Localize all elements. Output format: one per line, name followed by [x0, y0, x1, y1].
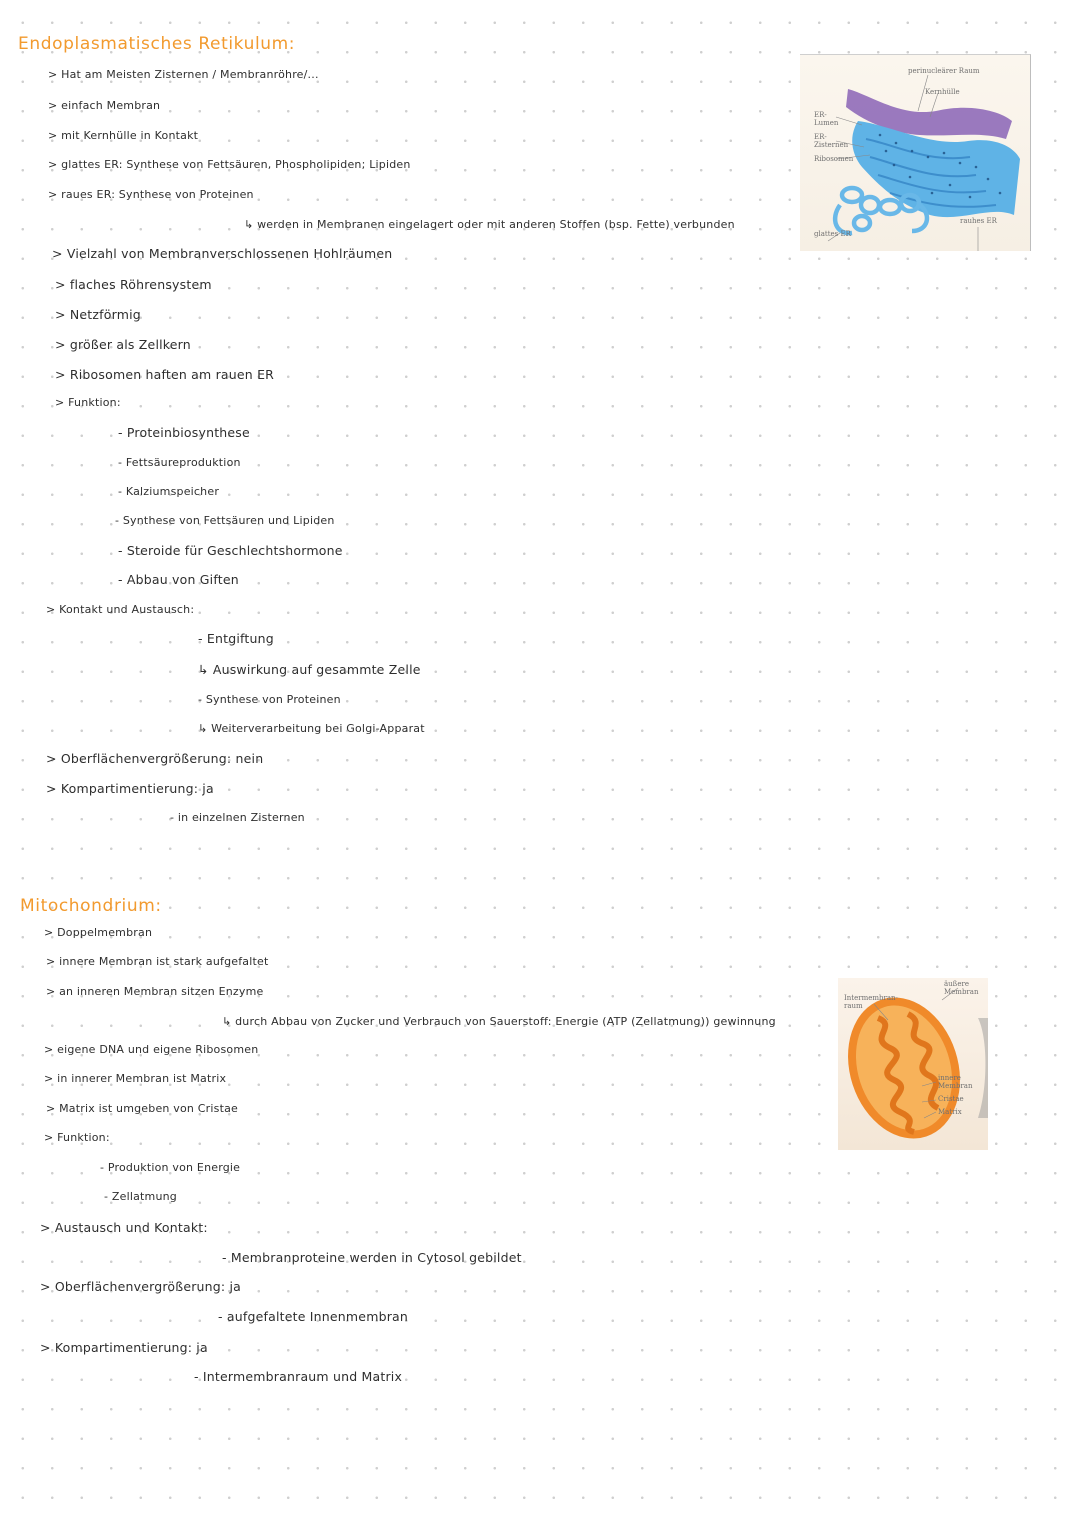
mito-line: > Funktion:	[44, 1131, 110, 1144]
label-intermembranraum-line1: Intermembran-	[844, 994, 898, 1002]
label-glattes-er: glattes ER	[814, 230, 851, 238]
mito-line: > Doppelmembran	[44, 926, 153, 939]
er-line: ↳ Weiterverarbeitung bei Golgi-Apparat	[198, 722, 425, 735]
er-line: - Steroide für Geschlechtshormone	[118, 543, 343, 558]
mito-line: - Produktion von Energie	[100, 1161, 241, 1174]
label-er-zisternen	[814, 133, 848, 149]
er-line: > einfach Membran	[48, 99, 161, 112]
er-line: - Entgiftung	[198, 631, 274, 646]
label-er-lumen-line2: Lumen	[814, 119, 839, 127]
er-line: > mit Kernhülle in Kontakt	[48, 129, 199, 142]
label-innere-membran	[938, 1074, 972, 1090]
mito-line: > Austausch und Kontakt:	[40, 1220, 208, 1235]
er-line: - Fettsäureproduktion	[118, 456, 241, 469]
er-line: > flaches Röhrensystem	[55, 277, 212, 292]
label-ribosomen: Ribosomen	[814, 155, 854, 163]
label-perinuclear: perinucleärer Raum	[908, 67, 980, 75]
er-line: > raues ER: Synthese von Proteinen	[48, 188, 254, 201]
er-line: > glattes ER: Synthese von Fettsäuren, Phospholipiden; Lipiden	[48, 158, 411, 171]
mitochondrium-diagram	[838, 978, 988, 1150]
er-diagram	[800, 54, 1031, 251]
er-line: ↳ werden in Membranen eingelagert oder mit anderen Stoffen (bsp. Fette) verbunden	[244, 218, 735, 231]
mito-line: > eigene DNA und eigene Ribosomen	[44, 1043, 259, 1056]
er-line: > Funktion:	[55, 396, 121, 409]
er-line: > Hat am Meisten Zisternen / Membranröhre/...	[48, 68, 319, 81]
er-line: > Kompartimentierung: ja	[46, 781, 214, 796]
er-line: > Vielzahl von Membranverschlossenen Hohlräumen	[52, 246, 393, 261]
er-line: - Synthese von Proteinen	[198, 693, 341, 706]
er-line: - Kalziumspeicher	[118, 485, 220, 498]
label-innere-line1: innere	[938, 1074, 961, 1082]
label-aeussere-line2: Membran	[944, 988, 979, 996]
label-er-lumen-line1: ER-	[814, 111, 827, 119]
label-rauhes-er: rauhes ER	[960, 217, 997, 225]
label-er-zisternen-line2: Zisternen	[814, 141, 849, 149]
er-line: > Kontakt und Austausch:	[46, 603, 195, 616]
mito-line: > an inneren Membran sitzen Enzyme	[46, 985, 264, 998]
label-kernhuelle: Kernhülle	[925, 88, 960, 96]
mito-line: > Kompartimentierung: ja	[40, 1340, 208, 1355]
er-line: - Synthese von Fettsäuren und Lipiden	[115, 514, 335, 527]
mito-line: > Matrix ist umgeben von Cristae	[46, 1102, 239, 1115]
mito-line: > in innerer Membran ist Matrix	[44, 1072, 227, 1085]
label-aeussere-line1: äußere	[944, 980, 969, 988]
mito-line: - aufgefaltete Innenmembran	[218, 1309, 409, 1324]
mito-line: > innere Membran ist stark aufgefaltet	[46, 955, 269, 968]
er-line: > Oberflächenvergrößerung: nein	[46, 751, 264, 766]
mito-line: - Zellatmung	[104, 1190, 177, 1203]
mito-line: ↳ durch Abbau von Zucker und Verbrauch von Sauerstoff: Energie (ATP (Zellatmung)) gewinnung	[222, 1015, 776, 1028]
label-cristae: Cristae	[938, 1095, 964, 1103]
label-innere-line2: Membran	[938, 1082, 973, 1090]
mito-line: - Intermembranraum und Matrix	[194, 1369, 403, 1384]
er-line: ↳ Auswirkung auf gesammte Zelle	[198, 662, 421, 677]
er-line: > Netzförmig	[55, 307, 141, 322]
label-intermembranraum	[844, 994, 898, 1010]
er-line: - Proteinbiosynthese	[118, 425, 250, 440]
er-line: > Ribosomen haften am rauen ER	[55, 367, 275, 382]
mito-heading: Mitochondrium:	[20, 896, 162, 916]
er-line: - in einzelnen Zisternen	[170, 811, 305, 824]
label-er-lumen	[814, 111, 838, 127]
label-intermembranraum-line2: raum	[844, 1002, 863, 1010]
mito-line: > Oberflächenvergrößerung: ja	[40, 1279, 242, 1294]
label-matrix: Matrix	[938, 1108, 962, 1116]
er-line: > größer als Zellkern	[55, 337, 191, 352]
er-line: - Abbau von Giften	[118, 572, 239, 587]
er-heading: Endoplasmatisches Retikulum:	[18, 34, 296, 54]
label-aeussere-membran	[944, 980, 978, 996]
label-er-zisternen-line1: ER-	[814, 133, 827, 141]
mito-line: - Membranproteine werden in Cytosol gebildet	[222, 1250, 522, 1265]
